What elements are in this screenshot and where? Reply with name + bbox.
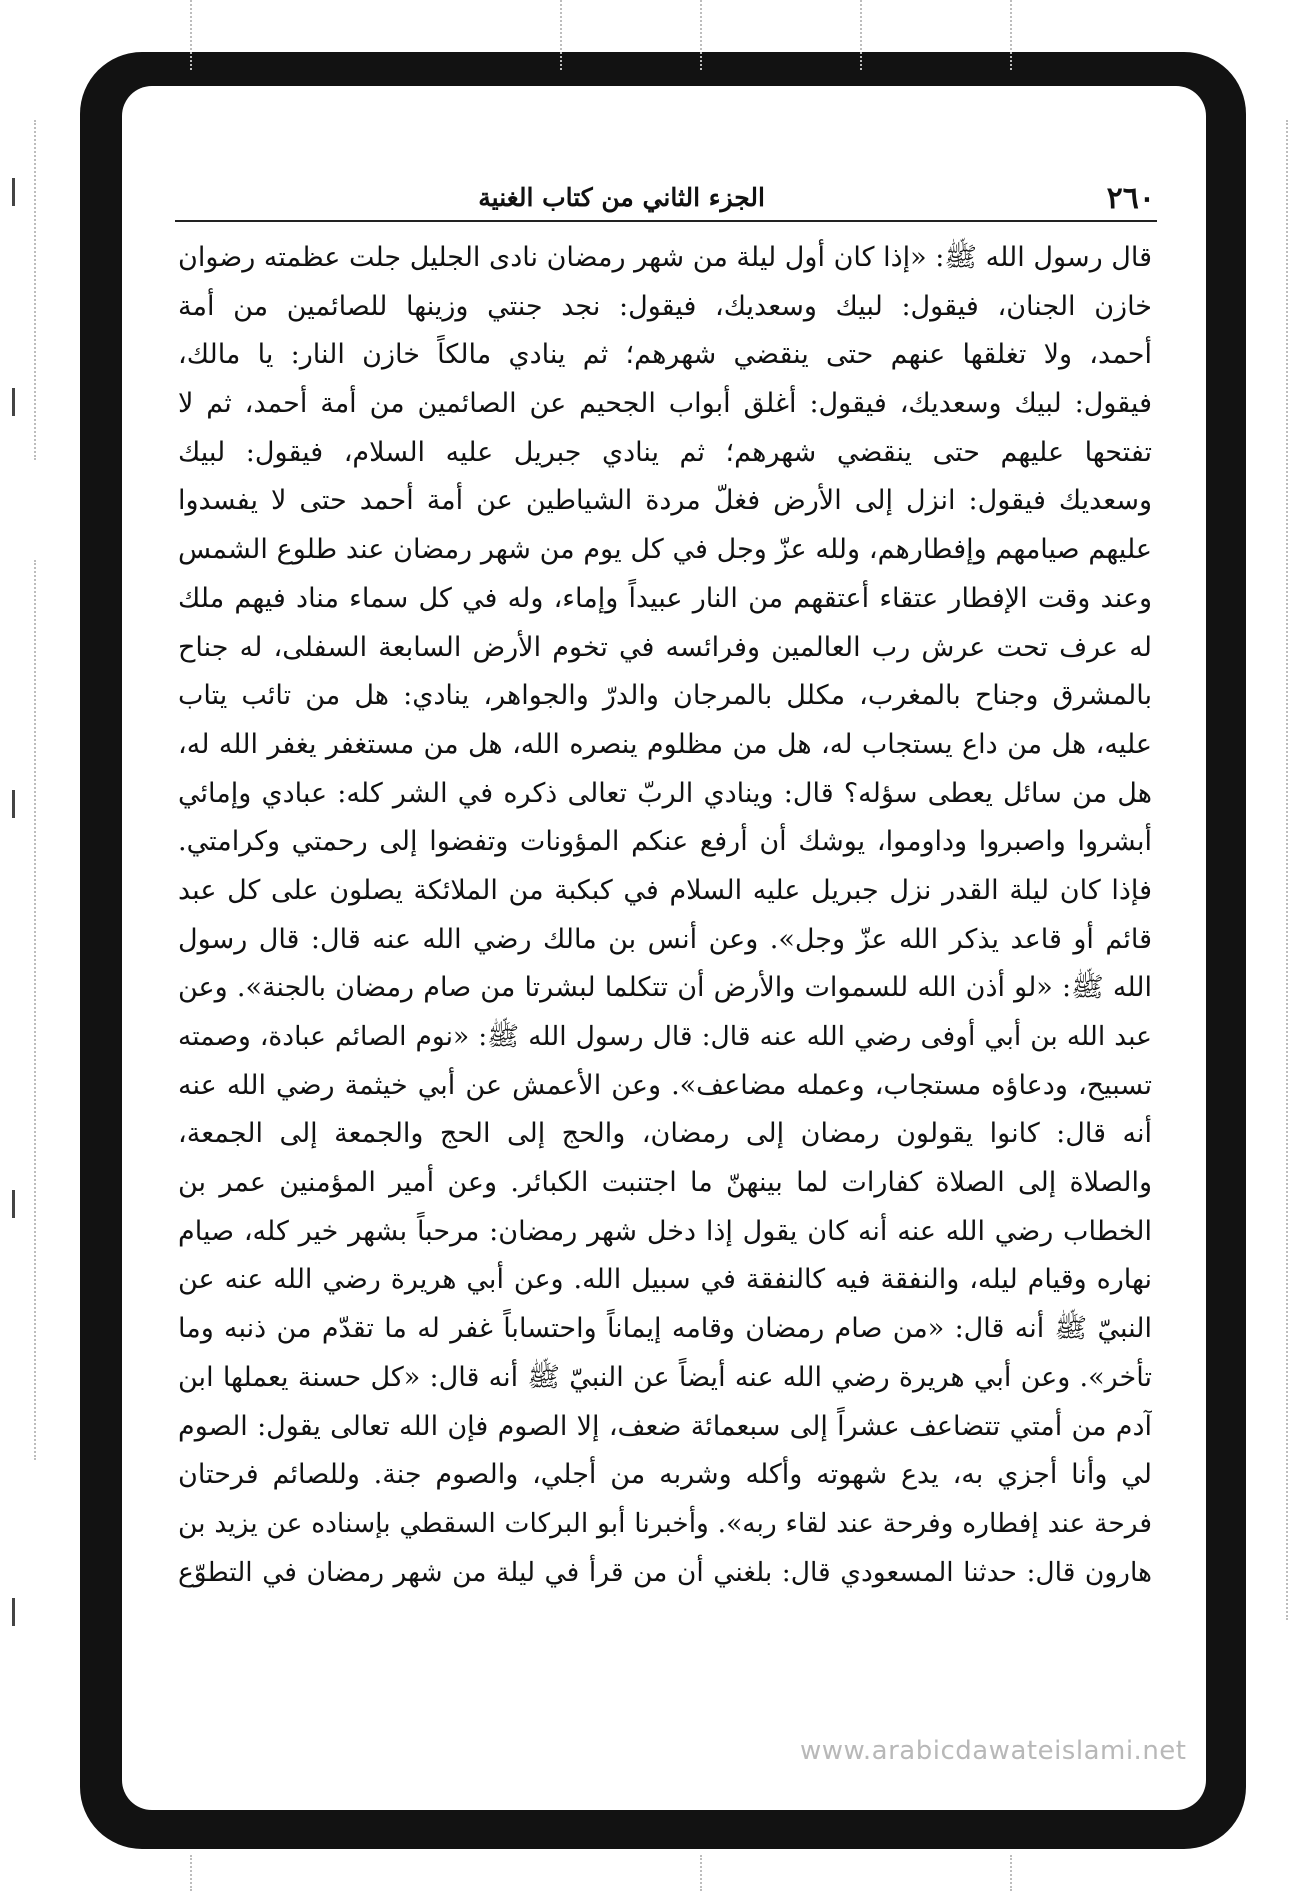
text-line: الله ﷺ: «لو أذن الله للسموات والأرض أن تتكلما لبشرتا من صام رمضان بالجنة». وعن	[178, 972, 1152, 1004]
scan-dots	[34, 560, 36, 1460]
text-line: وسعديك فيقول: انزل إلى الأرض فغلّ مردة الشياطين عن أمة أحمد حتى لا يفسدوا	[178, 485, 1152, 517]
scan-dots	[190, 1855, 192, 1891]
scan-mark	[12, 178, 15, 206]
scan-dots	[1010, 1855, 1012, 1891]
page-header	[175, 181, 1155, 221]
watermark-url: www.arabicdawateislami.net	[800, 1736, 1187, 1766]
text-line: عليهم صيامهم وإفطارهم، ولله عزّ وجل في كل يوم من شهر رمضان عند طلوع الشمس	[178, 534, 1152, 566]
text-line: فإذا كان ليلة القدر نزل جبريل عليه السلام في كبكبة من الملائكة يصلون على كل عبد	[178, 874, 1152, 906]
text-line: أبشروا واصبروا وداوموا، يوشك أن أرفع عنكم المؤونات وتفضوا إلى رحمتي وكرامتي.	[178, 826, 1152, 858]
scan-dots	[1010, 0, 1012, 70]
text-line: أحمد، ولا تغلقها عنهم حتى ينقضي شهرهم؛ ثم ينادي مالكاً خازن النار: يا مالك،	[178, 339, 1152, 371]
text-line: أنه قال: كانوا يقولون رمضان إلى رمضان، والحج إلى الحج والجمعة إلى الجمعة،	[178, 1118, 1152, 1150]
scan-dots	[700, 1855, 702, 1891]
scan-mark	[12, 1190, 15, 1218]
text-line: تأخر». وعن أبي هريرة رضي الله عنه أيضاً عن النبيّ ﷺ أنه قال: «كل حسنة يعملها ابن	[178, 1361, 1152, 1393]
text-line: النبيّ ﷺ أنه قال: «من صام رمضان وقامه إيماناً واحتساباً غفر له ما تقدّم من ذنبه وما	[178, 1313, 1152, 1345]
text-line: الخطاب رضي الله عنه أنه كان يقول إذا دخل شهر رمضان: مرحباً بشهر خير كله، صيام	[178, 1215, 1152, 1247]
scan-dots	[860, 0, 862, 70]
body-text	[178, 234, 1152, 1674]
text-line: فرحة عند إفطاره وفرحة عند لقاء ربه». وأخبرنا أبو البركات السقطي بإسناده عن يزيد بن	[178, 1507, 1152, 1539]
text-line: عبد الله بن أبي أوفى رضي الله عنه قال: قال رسول الله ﷺ: «نوم الصائم عبادة، وصمته	[178, 1021, 1152, 1052]
text-line: والصلاة إلى الصلاة كفارات لما بينهنّ ما اجتنبت الكبائر. وعن أمير المؤمنين عمر بن	[178, 1167, 1152, 1199]
text-line: خازن الجنان، فيقول: لبيك وسعديك، فيقول: نجد جنتي وزينها للصائمين من أمة	[178, 290, 1152, 322]
text-line: بالمشرق وجناح بالمغرب، مكلل بالمرجان والدرّ والجواهر، ينادي: هل من تائب يتاب	[178, 680, 1152, 712]
text-line: لي وأنا أجزي به، يدع شهوته وأكله وشربه من أجلي، والصوم جنة. وللصائم فرحتان	[178, 1459, 1152, 1491]
text-line: تفتحها عليهم حتى ينقضي شهرهم؛ ثم ينادي جبريل عليه السلام، فيقول: لبيك	[178, 436, 1152, 468]
text-line: قائم أو قاعد يذكر الله عزّ وجل». وعن أنس بن مالك رضي الله عنه قال: قال رسول	[178, 923, 1152, 955]
running-title: الجزء الثاني من كتاب الغنية	[478, 183, 765, 212]
text-line: فيقول: لبيك وسعديك، فيقول: أغلق أبواب الجحيم عن الصائمين من أمة أحمد، ثم لا	[178, 388, 1152, 420]
text-line: وعند وقت الإفطار عتقاء أعتقهم من النار عبيداً وإماء، وله في كل سماء مناد فيهم ملك	[178, 582, 1152, 614]
scan-mark	[12, 790, 15, 818]
text-line: آدم من أمتي تتضاعف عشراً إلى سبعمائة ضعف، إلا الصوم فإن الله تعالى يقول: الصوم	[178, 1410, 1152, 1442]
scan-dots	[190, 0, 192, 70]
page-number: ٢٦٠	[1106, 181, 1155, 216]
scan-dots	[700, 0, 702, 70]
scan-dots	[1286, 120, 1288, 1620]
scan-mark	[12, 388, 15, 416]
text-line: تسبيح، ودعاؤه مستجاب، وعمله مضاعف». وعن الأعمش عن أبي خيثمة رضي الله عنه	[178, 1069, 1152, 1101]
text-line: نهاره وقيام ليله، والنفقة فيه كالنفقة في سبيل الله. وعن أبي هريرة رضي الله عنه عن	[178, 1264, 1152, 1296]
header-rule	[175, 220, 1157, 222]
text-line: قال رسول الله ﷺ: «إذا كان أول ليلة من شهر رمضان نادى الجليل جلت عظمته رضوان	[178, 242, 1152, 273]
text-line: له عرف تحت عرش رب العالمين وفرائسه في تخوم الأرض السابعة السفلى، له جناح	[178, 631, 1152, 663]
scan-mark	[12, 1598, 15, 1626]
text-line: عليه، هل من داع يستجاب له، هل من مظلوم ينصره الله، هل من مستغفر يغفر الله له،	[178, 728, 1152, 760]
scan-dots	[34, 120, 36, 460]
text-line: هارون قال: حدثنا المسعودي قال: بلغني أن من قرأ في ليلة من شهر رمضان في التطوّع	[178, 1556, 1152, 1588]
text-line: هل من سائل يعطى سؤله؟ قال: وينادي الربّ تعالى ذكره في الشر كله: عبادي وإمائي	[178, 777, 1152, 809]
scan-dots	[560, 0, 562, 70]
